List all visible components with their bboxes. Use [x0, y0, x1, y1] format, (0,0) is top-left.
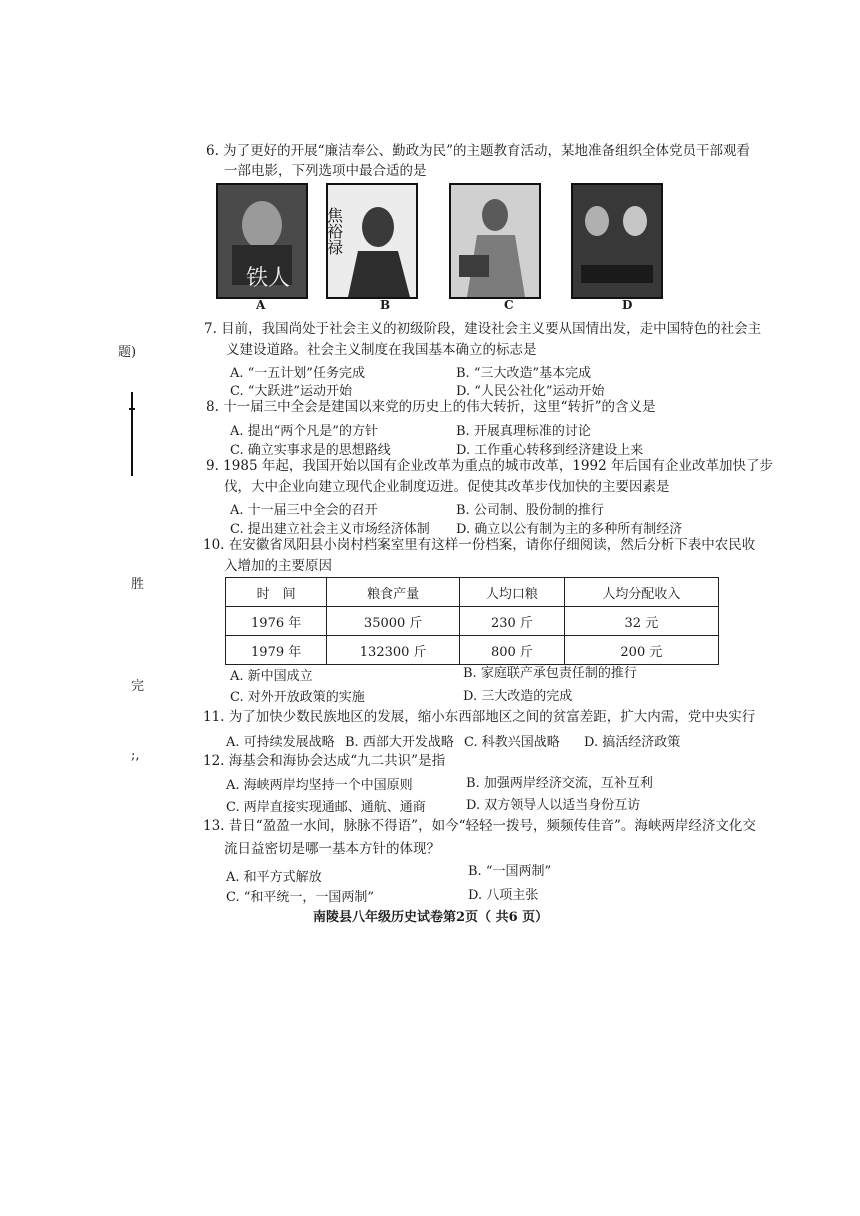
question-7-stem: 7. 目前，我国尚处于社会主义的初级阶段，建设社会主义要从国情出发，走中国特色的社会主	[204, 321, 762, 337]
question-7-stem-2: 义建设道路。社会主义制度在我国基本确立的标志是	[226, 342, 537, 358]
question-7-option-b: B. “三大改造”基本完成	[456, 366, 592, 381]
table-cell: 35000 斤	[327, 607, 460, 636]
margin-fragment: 题)	[118, 345, 137, 360]
question-12-option-a: A. 海峡两岸均坚持一个中国原则	[226, 778, 413, 793]
question-10-option-b: B. 家庭联产承包责任制的推行	[463, 666, 637, 681]
margin-bracket	[131, 392, 133, 476]
poster-c-label: C	[504, 298, 514, 312]
poster-a-image	[216, 183, 308, 299]
table-header-cell: 粮食产量	[327, 578, 460, 607]
margin-bracket-tick	[129, 408, 135, 410]
margin-fragment: 完	[131, 679, 145, 694]
margin-fragment: 胜	[131, 577, 145, 592]
question-10-stem: 10. 在安徽省凤阳县小岗村档案室里有这样一份档案，请你仔细阅读，然后分析下表中农民收	[203, 537, 756, 553]
page-footer: 南陵县八年级历史试卷第2页（ 共6 页）	[313, 910, 549, 925]
question-12-option-c: C. 两岸直接实现通邮、通航、通商	[226, 800, 426, 815]
question-11-option-b: B. 西部大开发战略	[345, 735, 454, 750]
grain-income-table	[225, 577, 719, 665]
question-9-option-a: A. 十一届三中全会的召开	[230, 503, 378, 518]
question-13-option-b: B. “一国两制”	[468, 864, 552, 879]
question-11-option-d: D. 搞活经济政策	[584, 735, 681, 750]
question-8-stem: 8. 十一届三中全会是建国以来党的历史上的伟大转折，这里“转折”的含义是	[206, 399, 656, 415]
question-8-option-d: D. 工作重心转移到经济建设上来	[456, 443, 644, 458]
table-header-cell: 时 间	[226, 578, 327, 607]
table-header-cell: 人均口粮	[460, 578, 565, 607]
question-12-option-b: B. 加强两岸经济交流，互补互利	[466, 776, 653, 791]
question-13-option-a: A. 和平方式解放	[226, 870, 322, 885]
poster-a-title: 铁人	[246, 266, 291, 291]
question-10-stem-2: 入增加的主要原因	[224, 558, 332, 574]
question-10-option-c: C. 对外开放政策的实施	[230, 690, 365, 705]
poster-d-label: D	[622, 298, 633, 312]
table-row	[226, 607, 719, 636]
poster-b-title: 焦裕禄	[324, 207, 344, 255]
question-13-stem-2: 流日益密切是哪一基本方针的体现？	[224, 841, 440, 857]
question-7-option-d: D. “人民公社化”运动开始	[456, 384, 605, 399]
table-cell: 800 斤	[460, 636, 565, 665]
question-12-stem: 12. 海基会和海协会达成“九二共识”是指	[203, 753, 446, 769]
question-6-stem: 6. 为了更好的开展“廉洁奉公、勤政为民”的主题教育活动，某地准备组织全体党员干部观看	[206, 143, 750, 159]
question-6-stem-2: 一部电影，下列选项中最合适的是	[224, 163, 427, 179]
question-9-option-d: D. 确立以公有制为主的多种所有制经济	[456, 522, 683, 537]
question-8-option-b: B. 开展真理标准的讨论	[456, 424, 591, 439]
table-header-row	[226, 578, 719, 607]
table-cell: 1979 年	[226, 636, 327, 665]
poster-b-image	[326, 183, 418, 299]
margin-fragment: ;,	[131, 748, 140, 763]
question-10-option-d: D. 三大改造的完成	[463, 689, 573, 704]
table-cell: 1976 年	[226, 607, 327, 636]
question-10-option-a: A. 新中国成立	[230, 669, 313, 684]
poster-d-image	[571, 183, 663, 299]
question-9-option-c: C. 提出建立社会主义市场经济体制	[230, 522, 430, 537]
question-6	[206, 140, 750, 162]
question-8-option-a: A. 提出“两个凡是”的方针	[230, 424, 378, 439]
poster-b-label: B	[380, 298, 391, 312]
question-7-option-a: A. “一五计划”任务完成	[230, 366, 365, 381]
question-7-option-c: C. “大跃进”运动开始	[230, 384, 353, 399]
table-header-cell: 人均分配收入	[564, 578, 718, 607]
question-13-option-c: C. “和平统一，一国两制”	[226, 890, 375, 905]
question-13-option-d: D. 八项主张	[468, 888, 539, 903]
question-11-option-c: C. 科教兴国战略	[464, 735, 560, 750]
question-9-stem-2: 伐，大中企业向建立现代企业制度迈进。促使其改革步伐加快的主要因素是	[224, 479, 670, 495]
table-cell: 230 斤	[460, 607, 565, 636]
table-cell: 132300 斤	[327, 636, 460, 665]
question-9-option-b: B. 公司制、股份制的推行	[456, 503, 604, 518]
poster-c-image	[449, 183, 541, 299]
poster-a-label: A	[256, 298, 266, 312]
table-row	[226, 636, 719, 665]
question-12-option-d: D. 双方领导人以适当身份互访	[466, 798, 641, 813]
table-cell: 32 元	[564, 607, 718, 636]
question-11-option-a: A. 可持续发展战略	[226, 735, 335, 750]
question-11-stem: 11. 为了加快少数民族地区的发展，缩小东西部地区之间的贫富差距，扩大内需，党中央实行	[203, 709, 756, 725]
table-cell: 200 元	[564, 636, 718, 665]
question-8-option-c: C. 确立实事求是的思想路线	[230, 443, 391, 458]
question-9-stem: 9. 1985 年起，我国开始以国有企业改革为重点的城市改革，1992 年后国有企业改革加快了步	[206, 458, 773, 474]
question-13-stem: 13. 昔日“盈盈一水间，脉脉不得语”，如今“轻轻一拨号，频频传佳音”。海峡两岸经济文化交	[203, 818, 756, 834]
